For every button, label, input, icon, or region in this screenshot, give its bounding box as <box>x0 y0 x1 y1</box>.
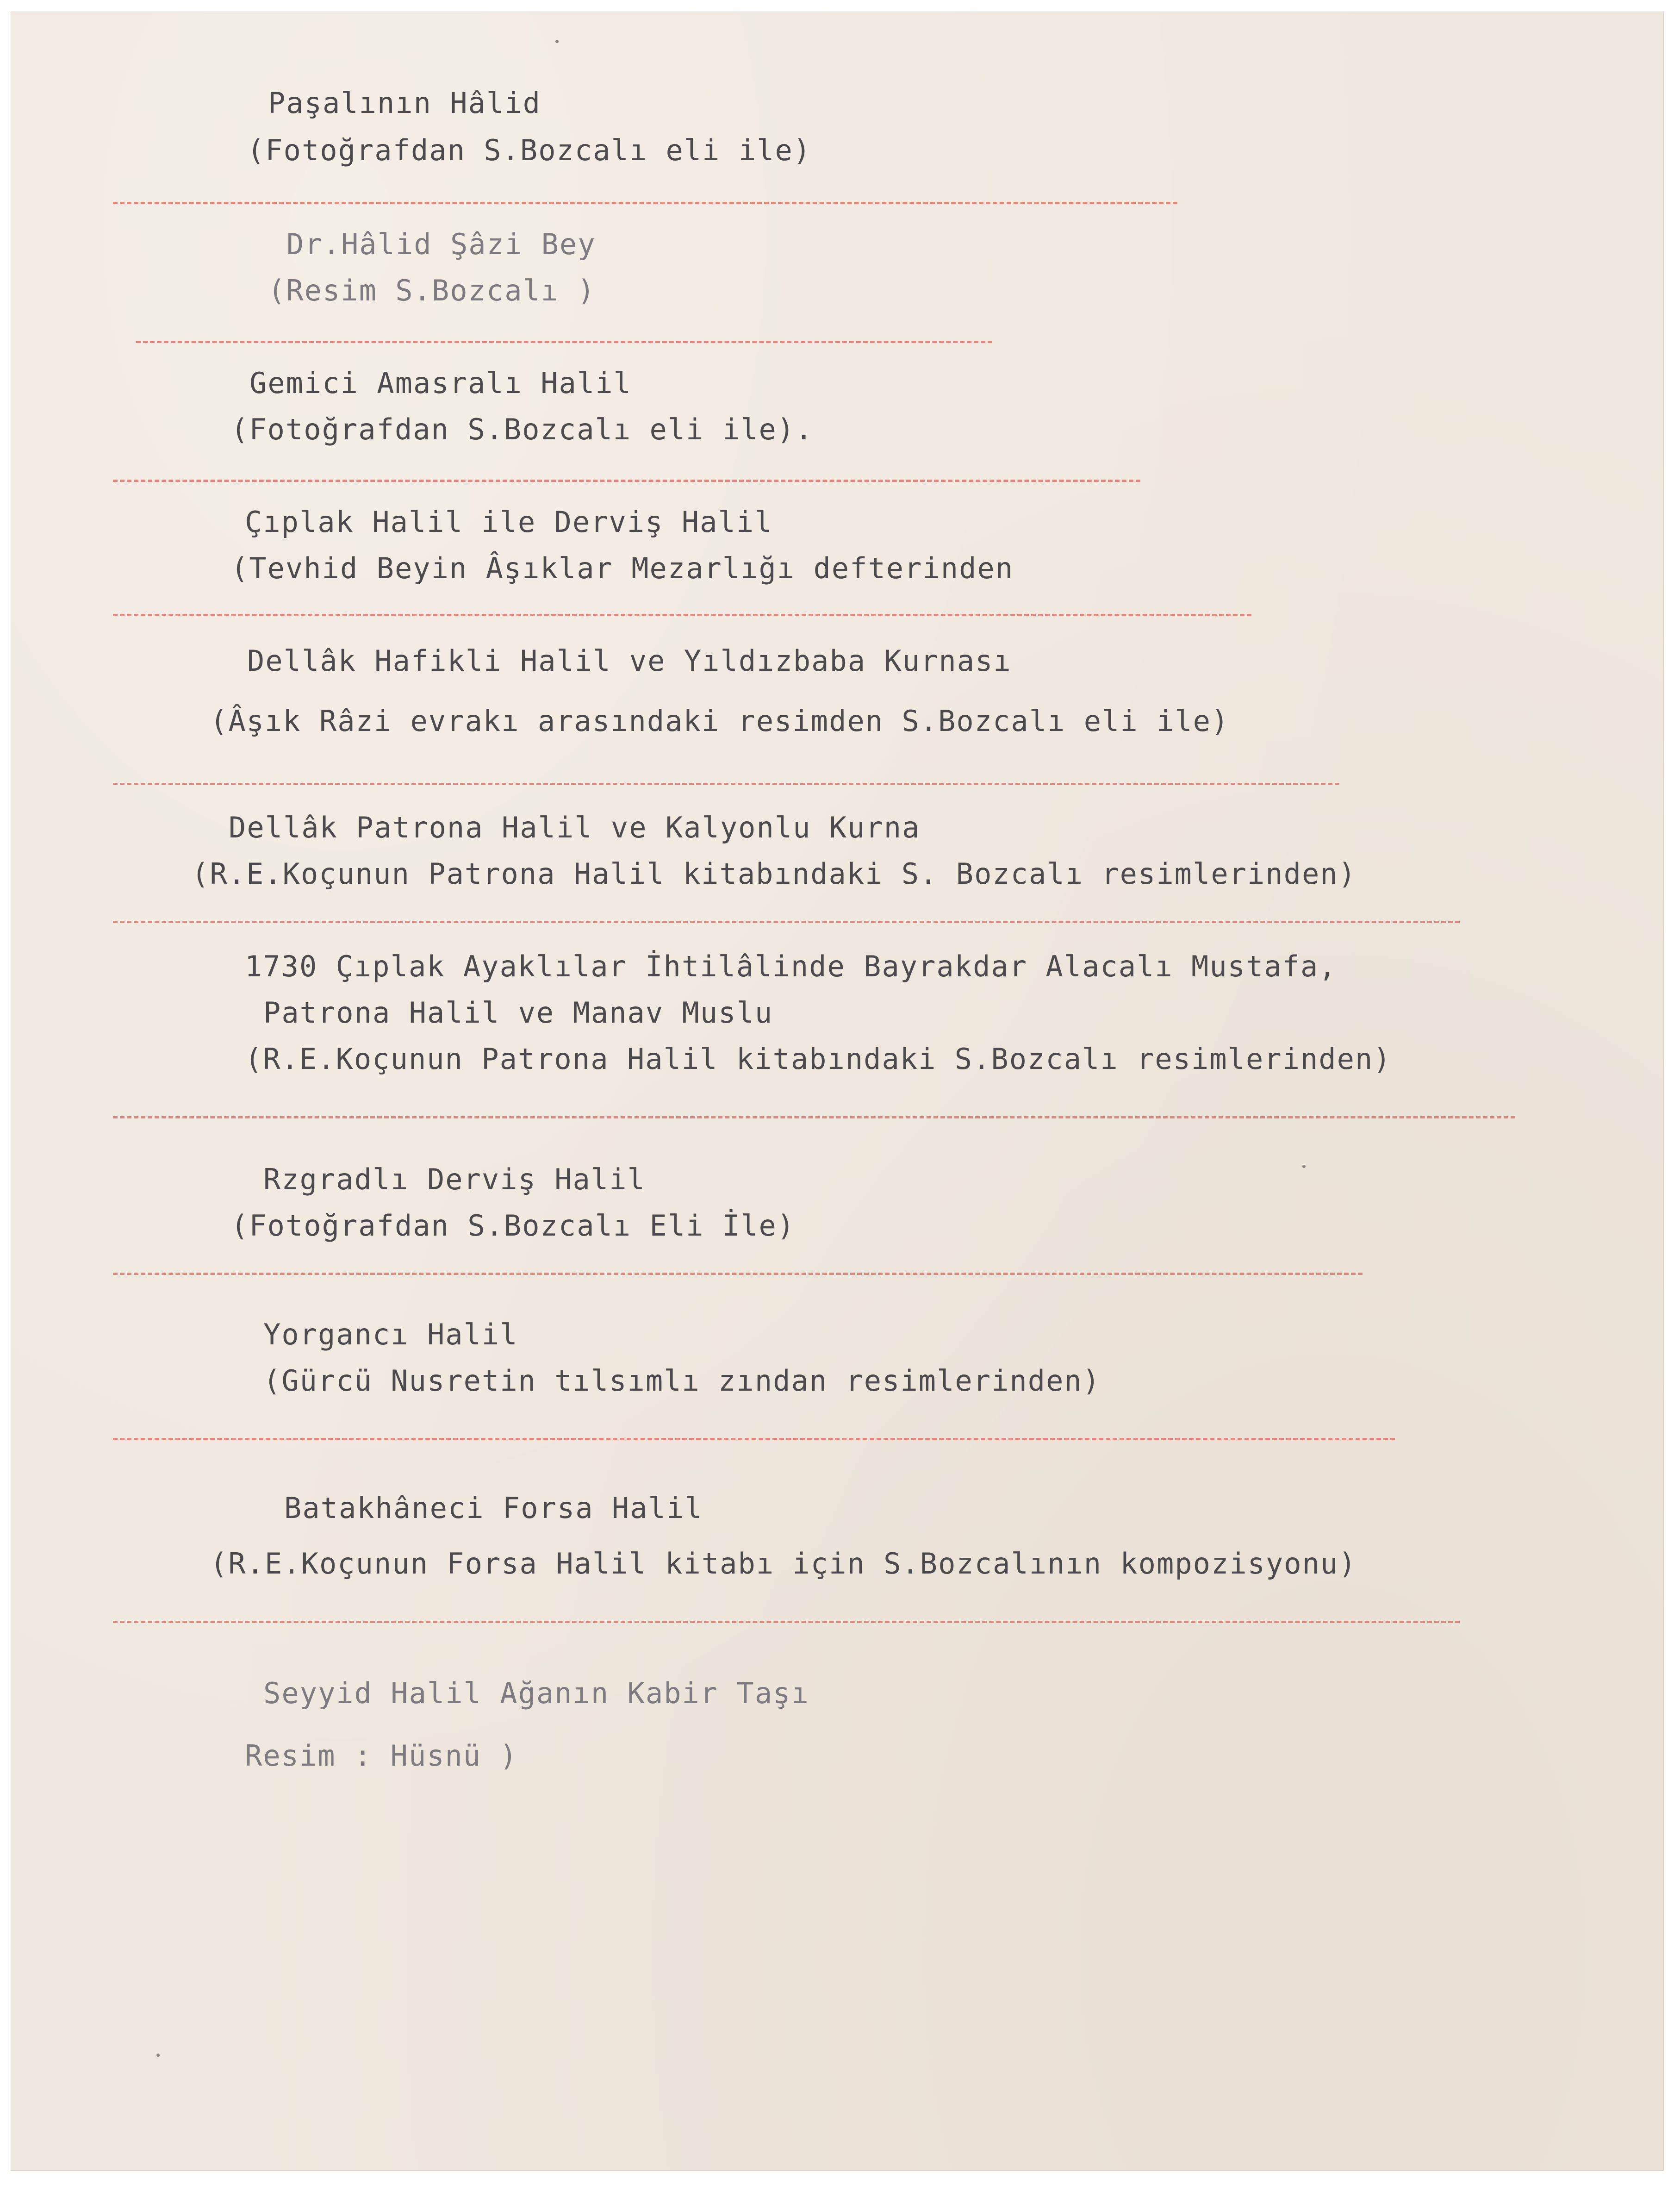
divider-7 <box>113 1116 1515 1118</box>
entry-11-title: Seyyid Halil Ağanın Kabir Taşı <box>263 1676 809 1710</box>
entry-3-caption: (Fotoğrafdan S.Bozcalı eli ile). <box>231 412 814 446</box>
entry-2-title: Dr.Hâlid Şâzi Bey <box>286 227 596 261</box>
entry-5-caption: (Âşık Râzi evrakı arasındaki resimden S.Bozcalı eli ile) <box>210 704 1230 738</box>
divider-4 <box>113 614 1251 616</box>
entry-11-caption: Resim : Hüsnü ) <box>245 1739 518 1773</box>
entry-4-caption: (Tevhid Beyin Âşıklar Mezarlığı defterinden <box>231 551 1014 585</box>
entry-9-caption: (Gürcü Nusretin tılsımlı zından resimlerinden) <box>263 1364 1101 1398</box>
entry-10-caption: (R.E.Koçunun Forsa Halil kitabı için S.Bozcalının kompozisyonu) <box>210 1547 1357 1580</box>
divider-3 <box>113 480 1140 482</box>
entry-4-title: Çıplak Halil ile Derviş Halil <box>245 505 773 539</box>
entry-7-title-continued: Patrona Halil ve Manav Muslu <box>263 996 773 1030</box>
entry-7-caption: (R.E.Koçunun Patrona Halil kitabındaki S.Bozcalı resimlerinden) <box>245 1042 1392 1076</box>
paper-speck <box>555 40 559 43</box>
paper-speck <box>156 2054 160 2057</box>
divider-6 <box>113 921 1460 923</box>
entry-9-title: Yorgancı Halil <box>263 1318 518 1351</box>
paper-speck <box>1302 1165 1306 1168</box>
entry-6-caption: (R.E.Koçunun Patrona Halil kitabındaki S. Bozcalı resimlerinden) <box>192 857 1356 891</box>
entry-10-title: Batakhâneci Forsa Halil <box>284 1491 703 1525</box>
entry-5-title: Dellâk Hafikli Halil ve Yıldızbaba Kurnası <box>247 644 1012 678</box>
entry-7-title: 1730 Çıplak Ayaklılar İhtilâlinde Bayrakdar Alacalı Mustafa, <box>245 949 1337 983</box>
divider-8 <box>113 1273 1363 1275</box>
entry-3-title: Gemici Amasralı Halil <box>249 366 632 400</box>
entry-6-title: Dellâk Patrona Halil ve Kalyonlu Kurna <box>229 811 921 844</box>
divider-2 <box>136 341 992 343</box>
divider-10 <box>113 1621 1460 1623</box>
divider-1 <box>113 202 1177 204</box>
entry-2-caption: (Resim S.Bozcalı ) <box>268 274 596 307</box>
entry-1-caption: (Fotoğrafdan S.Bozcalı eli ile) <box>247 133 812 167</box>
entry-8-caption: (Fotoğrafdan S.Bozcalı Eli İle) <box>231 1209 796 1243</box>
divider-5 <box>113 783 1339 785</box>
entry-1-title: Paşalının Hâlid <box>268 86 541 120</box>
typewritten-sheet <box>11 12 1663 2170</box>
entry-8-title: Rzgradlı Derviş Halil <box>263 1162 646 1196</box>
divider-9 <box>113 1438 1395 1440</box>
